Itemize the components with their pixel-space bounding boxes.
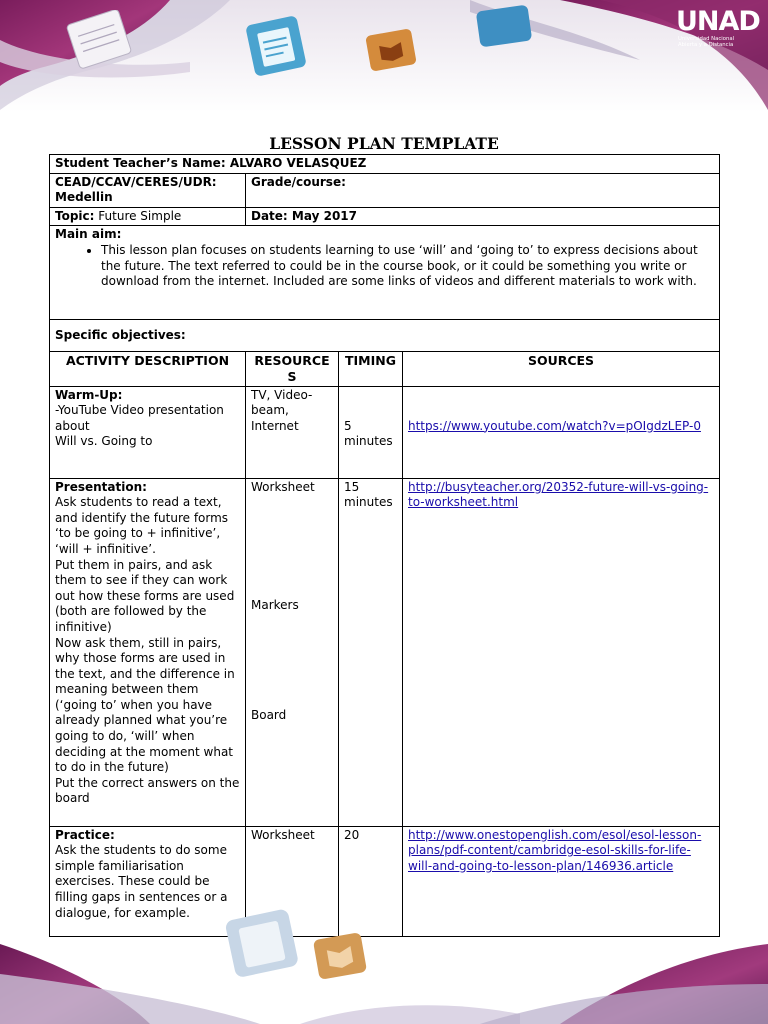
topic-value: Future Simple [98, 208, 182, 223]
resource-item: TV, Video-beam, Internet [251, 387, 313, 433]
resource-item: Worksheet [251, 827, 315, 842]
date-value: May 2017 [291, 208, 357, 223]
footer-decoration [0, 904, 768, 1024]
column-header: TIMING [339, 352, 403, 386]
specific-objectives-row [50, 320, 720, 352]
resource-item: Board [251, 707, 287, 722]
grade-label: Grade/course: [251, 174, 346, 189]
activity-description: -YouTube Video presentation about Will vs. Going to [55, 403, 224, 449]
notepad-icon [62, 10, 136, 70]
logo-subtitle [678, 36, 734, 48]
unad-logo [668, 6, 760, 54]
column-header: ACTIVITY DESCRIPTION [50, 352, 246, 386]
specific-objectives-label: Specific objectives: [55, 328, 186, 343]
book-icon [308, 928, 372, 986]
table-row [50, 386, 720, 478]
timing-cell: 15 minutes [339, 478, 403, 826]
cead-value: Medellin [55, 190, 113, 205]
source-link[interactable]: https://www.youtube.com/watch?v=pOIgdzLEP-0 [408, 418, 701, 433]
main-aim-row [50, 226, 720, 320]
lesson-plan-table [49, 154, 720, 937]
cead-row [50, 173, 720, 207]
clipboard-icon [218, 906, 308, 984]
column-header-row [50, 352, 720, 386]
student-teacher-label: Student Teacher’s Name: [55, 156, 226, 170]
topic-label: Topic: [55, 208, 95, 223]
activity-stage: Presentation: [55, 479, 147, 494]
logo-line-1: Universidad Nacional [678, 36, 735, 42]
table-row [50, 478, 720, 826]
clipboard-icon [236, 14, 316, 80]
book-icon [360, 26, 422, 74]
activity-stage: Practice: [55, 827, 115, 842]
date-label: Date: [251, 208, 288, 223]
logo-word: UNAD [676, 6, 760, 37]
activity-description: Ask the students to do some simple familiarisation exercises. These could be filling gaps in sentences or a dialogue, for example. [55, 843, 228, 920]
main-aim-text: • This lesson plan focuses on students learning to use ‘will’ and ‘going to’ to express decisions about the future. The text referred to could be in the course book, or it could be something you write or download from the internet. Included are some links of videos and different materials to work with. [101, 243, 714, 290]
resource-item: Worksheet [251, 479, 315, 494]
activity-stage: Warm-Up: [55, 387, 123, 402]
activity-description: Ask students to read a text, and identify the future forms ‘to be going to + infinitive’, ‘will + infinitive’. Put them in pairs, and ask them to see if they can work out how these forms are used (both are followed by the infinitive) Now ask them, still in pairs, why those forms are used in the text, and the difference in meaning between them (‘going to’ when you have already planned what you’re going to do, ‘will’ when deciding at the moment what to do in the future) Put the correct answers on the board [55, 495, 240, 806]
timing-cell: 20 [339, 826, 403, 936]
student-teacher-row [50, 155, 720, 174]
source-link[interactable]: http://www.onestopenglish.com/esol/esol-lesson-plans/pdf-content/cambridge-esol-skills-for-life-will-and-going-to-lesson-plan/146936.article [408, 827, 702, 873]
column-header: RESOURCES [246, 352, 339, 386]
topic-row [50, 207, 720, 226]
main-aim-label: Main aim: [55, 227, 122, 242]
main-aim-list [55, 243, 714, 290]
timing-cell: 5 minutes [339, 386, 403, 478]
resource-item: Markers [251, 598, 299, 613]
grade-cell [246, 173, 720, 207]
document-title: LESSON PLAN TEMPLATE [269, 134, 499, 153]
logo-line-2: Abierta y a Distancia [678, 42, 734, 48]
decorative-tile [468, 4, 540, 50]
cead-label: CEAD/CCAV/CERES/UDR: [55, 174, 217, 189]
source-link[interactable]: http://busyteacher.org/20352-future-will-vs-going-to-worksheet.html [408, 479, 709, 510]
column-header: SOURCES [403, 352, 720, 386]
student-teacher-value: ALVARO VELASQUEZ [229, 156, 367, 170]
